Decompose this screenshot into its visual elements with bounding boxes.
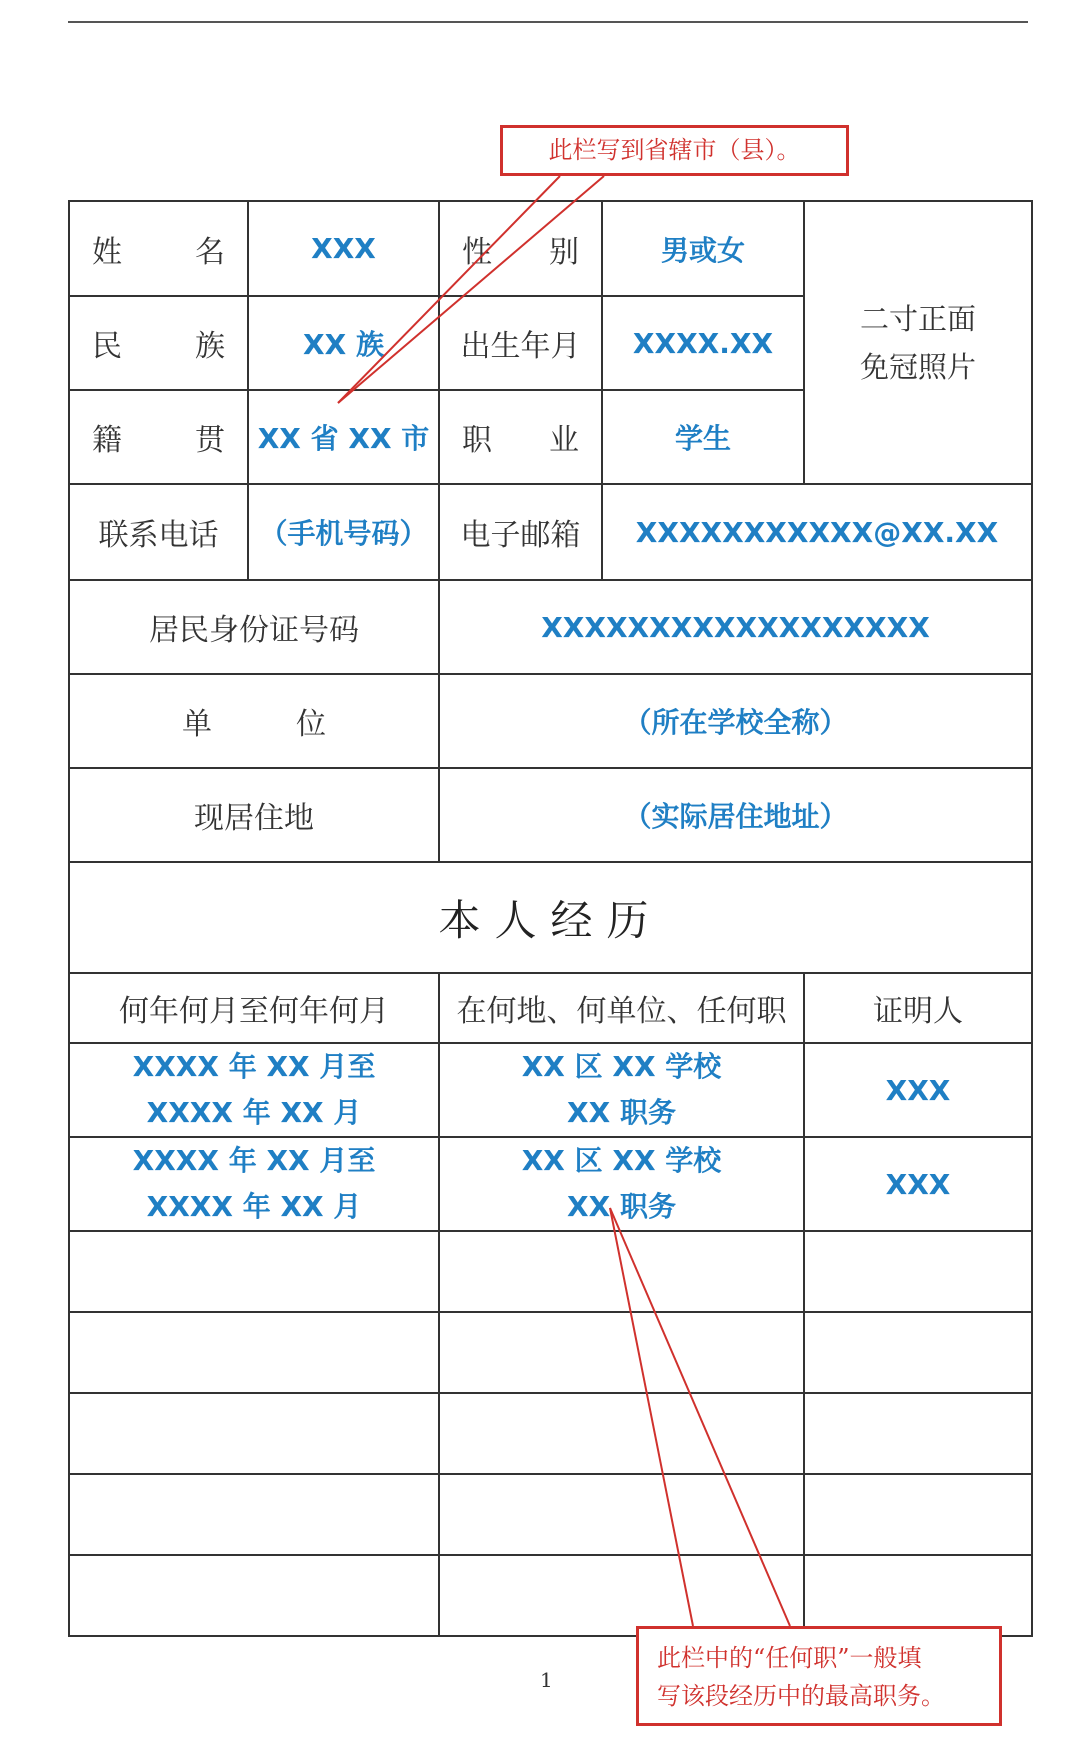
photo-label-line1: 二寸正面 (859, 301, 976, 336)
witness-cell[interactable] (804, 1137, 1032, 1231)
id-value: XXXXXXXXXXXXXXXXXX (541, 610, 930, 644)
table-row (69, 1043, 1032, 1137)
id-label: 居民身份证号码 (149, 613, 359, 648)
empty-period-cell[interactable] (69, 1231, 439, 1312)
unit-label-cell: 单 位 (69, 674, 439, 768)
empty-witness-cell[interactable] (804, 1393, 1032, 1474)
empty-witness-cell[interactable] (804, 1555, 1032, 1636)
empty-witness-cell[interactable] (804, 1474, 1032, 1555)
phone-value: （手机号码） (259, 517, 428, 550)
gender-value: 男或女 (660, 233, 745, 267)
empty-place-cell[interactable] (439, 1312, 804, 1393)
origin-label-cell: 籍 贯 (69, 390, 248, 484)
period-cell[interactable] (69, 1137, 439, 1231)
empty-place-cell[interactable] (439, 1555, 804, 1636)
occupation-value: 学生 (674, 422, 731, 455)
table-row (69, 1137, 1032, 1231)
phone-label-cell (69, 484, 248, 580)
position-callout-line1: 此栏中的“任何职”一般填 (657, 1644, 922, 1672)
witness-value: XXX (885, 1073, 951, 1107)
email-label-cell (439, 484, 602, 580)
place-line2: XX 职务 (567, 1096, 676, 1129)
id-value-cell[interactable] (439, 580, 1032, 674)
name-value: XXX (311, 232, 376, 265)
top-rule (68, 21, 1028, 23)
header-witness-cell (804, 973, 1032, 1043)
email-label: 电子邮箱 (460, 518, 581, 553)
origin-callout-text: 此栏写到省辖市（县）。 (548, 136, 801, 164)
empty-period-cell[interactable] (69, 1312, 439, 1393)
place-cell[interactable] (439, 1137, 804, 1231)
birth-label-cell (439, 296, 602, 390)
header-witness: 证明人 (873, 994, 963, 1029)
empty-row (69, 1312, 1032, 1393)
empty-period-cell[interactable] (69, 1393, 439, 1474)
residence-value-cell[interactable] (439, 768, 1032, 862)
witness-cell[interactable] (804, 1043, 1032, 1137)
period-line2: XXXX 年 XX 月 (146, 1190, 362, 1223)
place-cell[interactable] (439, 1043, 804, 1137)
residence-label-cell (69, 768, 439, 862)
occupation-value-cell[interactable] (602, 390, 804, 484)
birth-value: XXXX.XX (632, 326, 774, 360)
email-value-cell[interactable] (602, 484, 1032, 580)
empty-row (69, 1231, 1032, 1312)
place-line2: XX 职务 (567, 1190, 676, 1223)
header-place-cell (439, 973, 804, 1043)
header-period: 何年何月至何年何月 (119, 994, 389, 1029)
unit-value: （所在学校全称） (623, 706, 848, 739)
header-place: 在何地、何单位、任何职 (456, 994, 787, 1029)
empty-place-cell[interactable] (439, 1474, 804, 1555)
empty-witness-cell[interactable] (804, 1312, 1032, 1393)
photo-label-line2: 免冠照片 (859, 349, 976, 384)
position-callout (636, 1626, 1002, 1726)
experience-title: 本人经历 (438, 895, 663, 945)
ethnicity-label-cell: 民 族 (69, 296, 248, 390)
empty-period-cell[interactable] (69, 1474, 439, 1555)
residence-label: 现居住地 (194, 801, 314, 836)
phone-label: 联系电话 (98, 518, 219, 553)
id-label-cell (69, 580, 439, 674)
period-line1: XXXX 年 XX 月至 (132, 1050, 376, 1083)
unit-value-cell[interactable] (439, 674, 1032, 768)
registration-form (68, 200, 1033, 1637)
ethnicity-value: XX 族 (303, 328, 384, 361)
period-line2: XXXX 年 XX 月 (146, 1096, 362, 1129)
birth-value-cell[interactable] (602, 296, 804, 390)
gender-label-cell: 性 别 (439, 201, 602, 296)
period-cell[interactable] (69, 1043, 439, 1137)
place-line1: XX 区 XX 学校 (521, 1144, 722, 1177)
header-period-cell (69, 973, 439, 1043)
photo-cell (804, 201, 1032, 484)
place-line1: XX 区 XX 学校 (521, 1050, 722, 1083)
gender-value-cell[interactable] (602, 201, 804, 296)
page-number: 1 (540, 1668, 553, 1692)
occupation-label-cell: 职 业 (439, 390, 602, 484)
position-callout-line2: 写该段经历中的最高职务。 (657, 1682, 945, 1710)
origin-value: XX 省 XX 市 (257, 422, 430, 455)
experience-title-cell (69, 862, 1032, 973)
empty-row (69, 1474, 1032, 1555)
empty-row (69, 1393, 1032, 1474)
empty-place-cell[interactable] (439, 1393, 804, 1474)
birth-label: 出生年月 (460, 329, 581, 364)
origin-callout (500, 125, 849, 176)
name-label-cell: 姓 名 (69, 201, 248, 296)
empty-period-cell[interactable] (69, 1555, 439, 1636)
residence-value: （实际居住地址） (623, 800, 848, 833)
empty-place-cell[interactable] (439, 1231, 804, 1312)
phone-value-cell[interactable] (248, 484, 439, 580)
origin-value-cell[interactable] (248, 390, 439, 484)
ethnicity-value-cell[interactable] (248, 296, 439, 390)
empty-row (69, 1555, 1032, 1636)
empty-witness-cell[interactable] (804, 1231, 1032, 1312)
period-line1: XXXX 年 XX 月至 (132, 1144, 376, 1177)
witness-value: XXX (885, 1167, 951, 1201)
name-value-cell[interactable] (248, 201, 439, 296)
email-value: XXXXXXXXXXX@XX.XX (635, 515, 999, 549)
